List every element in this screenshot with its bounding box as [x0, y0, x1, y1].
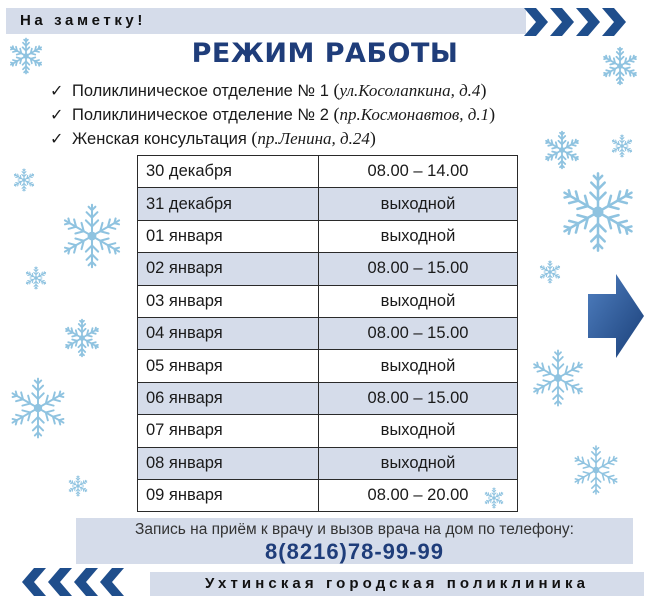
location-item: ✓ Женская консультация (пр.Ленина, д.24) [50, 126, 495, 150]
table-row [138, 415, 518, 447]
schedule-hours: 08.00 – 15.00 [319, 317, 518, 349]
table-row [138, 188, 518, 220]
schedule-hours: 08.00 – 20.00 [319, 479, 518, 511]
snowflake-icon [570, 444, 622, 496]
table-row [138, 382, 518, 414]
schedule-table [137, 155, 518, 512]
schedule-hours: выходной [319, 188, 518, 220]
snowflake-icon [610, 134, 634, 158]
schedule-hours: 08.00 – 15.00 [319, 253, 518, 285]
table-row [138, 220, 518, 252]
schedule-hours: выходной [319, 350, 518, 382]
chevrons-right-icon [524, 8, 628, 36]
footer-note: Запись на приём к врачу и вызов врача на дом по телефону: [135, 521, 574, 538]
top-banner [6, 8, 526, 34]
schedule-date: 04 января [138, 317, 319, 349]
table-row [138, 350, 518, 382]
snowflake-icon [556, 170, 640, 254]
snowflake-icon [542, 130, 582, 170]
schedule-hours: выходной [319, 220, 518, 252]
check-icon: ✓ [50, 107, 64, 124]
snowflake-icon [538, 260, 562, 284]
schedule-date: 03 января [138, 285, 319, 317]
arrow-right-icon [588, 274, 644, 358]
schedule-date: 07 января [138, 415, 319, 447]
snowflake-icon [6, 376, 70, 440]
snowflake-icon [62, 318, 102, 358]
schedule-date: 30 декабря [138, 156, 319, 188]
check-icon: ✓ [50, 83, 64, 100]
check-icon: ✓ [50, 131, 64, 148]
schedule-date: 08 января [138, 447, 319, 479]
snowflake-icon [58, 202, 126, 270]
snowflake-icon [67, 475, 89, 497]
schedule-hours: выходной [319, 447, 518, 479]
snowflake-icon [24, 266, 48, 290]
location-list [50, 78, 495, 150]
schedule-hours: выходной [319, 415, 518, 447]
page-title: РЕЖИМ РАБОТЫ [191, 38, 459, 69]
location-item: ✓ Поликлиническое отделение № 1 (ул.Косолапкина, д.4) [50, 78, 495, 102]
bottom-banner [150, 572, 644, 596]
schedule-date: 05 января [138, 350, 319, 382]
table-row [138, 447, 518, 479]
organization-name: Ухтинская городская поликлиника [204, 575, 590, 592]
location-name: Женская консультация [72, 130, 252, 148]
schedule-date: 31 декабря [138, 188, 319, 220]
table-row [138, 156, 518, 188]
schedule-date: 02 января [138, 253, 319, 285]
schedule-hours: 08.00 – 14.00 [319, 156, 518, 188]
snowflake-icon [528, 348, 588, 408]
schedule-date: 09 января [138, 479, 319, 511]
footer-contact [76, 518, 633, 564]
table-row [138, 253, 518, 285]
schedule-hours: 08.00 – 15.00 [319, 382, 518, 414]
location-name: Поликлиническое отделение № 1 [72, 82, 334, 100]
table-row [138, 479, 518, 511]
schedule-date: 06 января [138, 382, 319, 414]
snowflake-icon [12, 168, 36, 192]
table-row [138, 317, 518, 349]
location-item: ✓ Поликлиническое отделение № 2 (пр.Космонавтов, д.1) [50, 102, 495, 126]
schedule-date: 01 января [138, 220, 319, 252]
location-address: ул.Косолапкина, д.4 [339, 81, 481, 100]
phone-number: 8(8216)78-99-99 [265, 539, 444, 564]
location-name: Поликлиническое отделение № 2 [72, 106, 334, 124]
chevrons-left-icon [22, 568, 126, 596]
location-address: пр.Космонавтов, д.1 [339, 105, 490, 124]
table-row [138, 285, 518, 317]
schedule-hours: выходной [319, 285, 518, 317]
location-address: пр.Ленина, д.24 [257, 129, 370, 148]
top-banner-text: На заметку! [20, 12, 146, 29]
